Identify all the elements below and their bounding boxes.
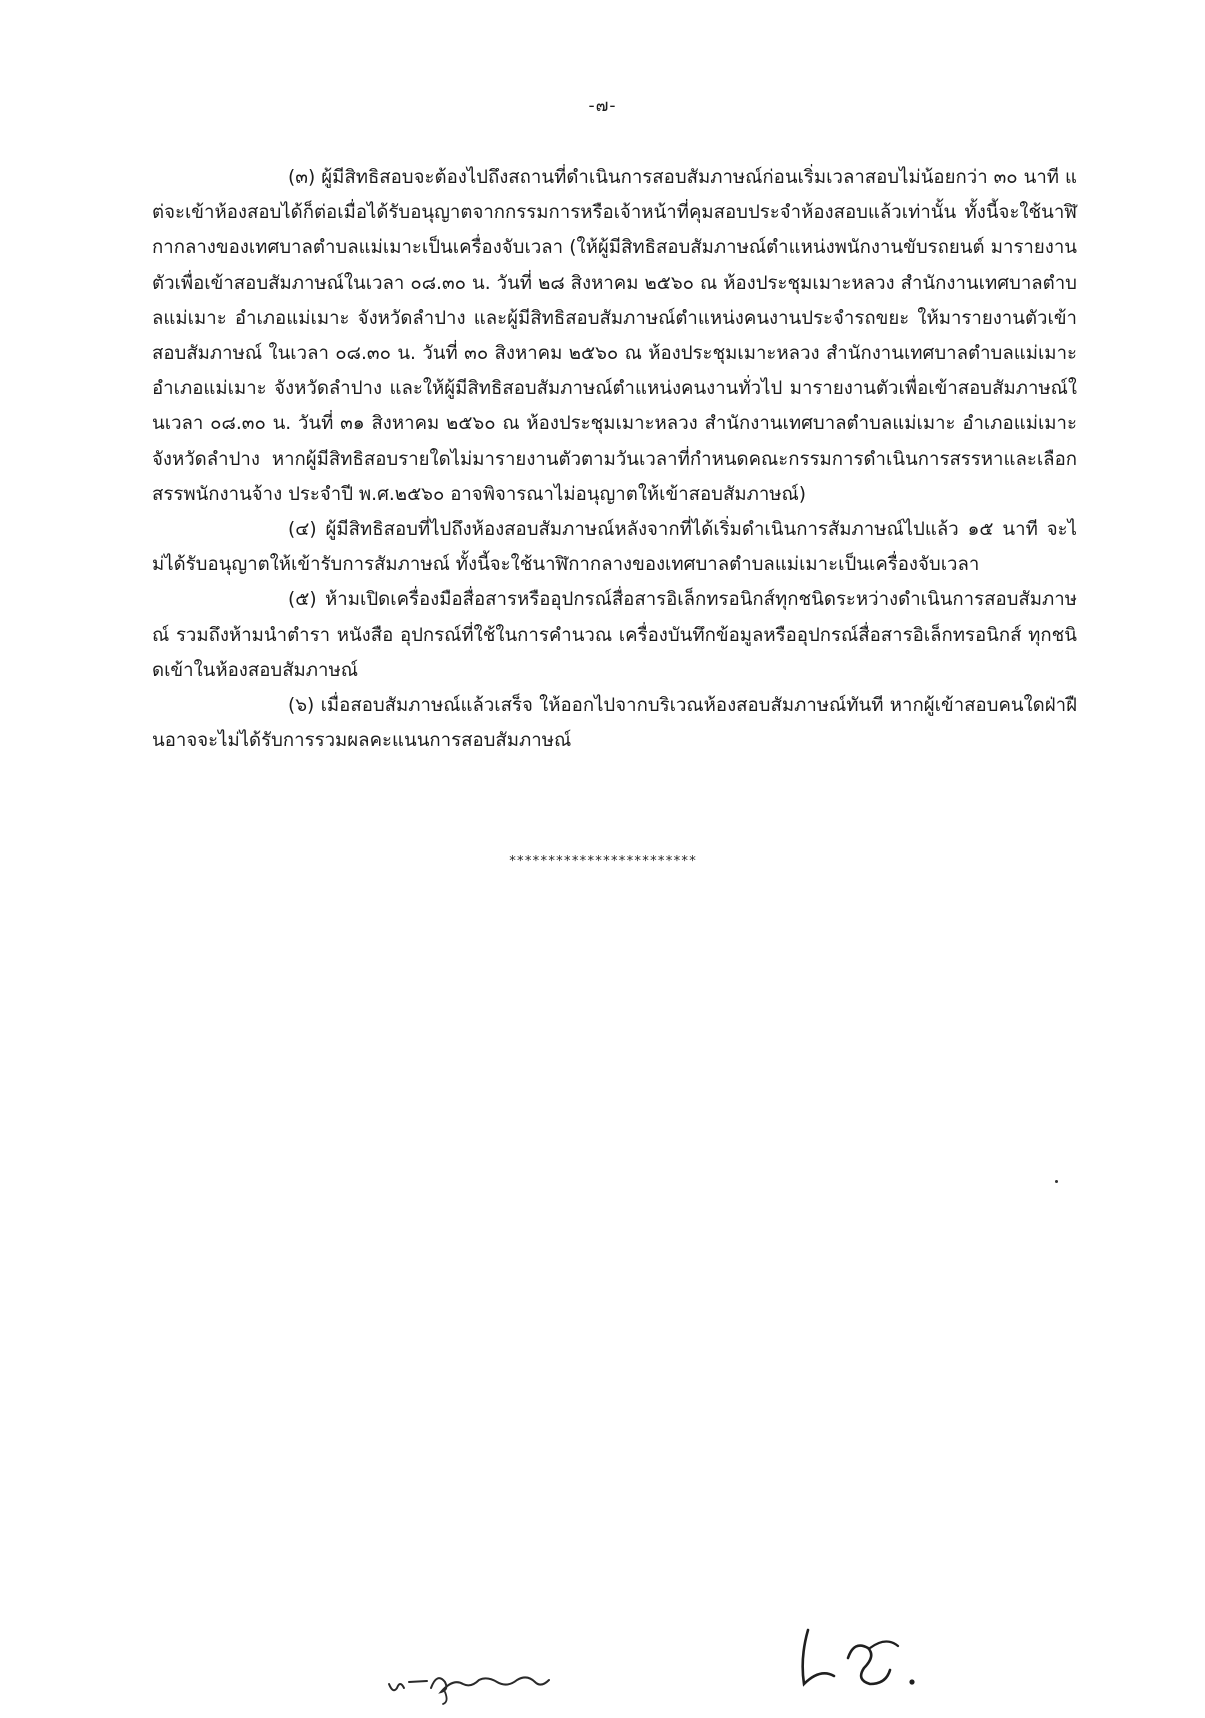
paragraph-item-5: (๕) ห้ามเปิดเครื่องมือสื่อสารหรืออุปกรณ์สื่อสารอิเล็กทรอนิกส์ทุกชนิดระหว่างดำเนินการสอบสัมภาษณ์ รวมถึงห้ามนำตำรา หนังสือ อุปกรณ์ที่ใช้ในการคำนวณ เครื่องบันทึกข้อมูลหรืออุปกรณ์สื่อสารอิเล็กทรอนิกส์ ทุกชนิดเข้าในห้องสอบสัมภาษณ์ <box>152 589 1077 681</box>
stray-dot-mark <box>1055 1180 1058 1183</box>
end-of-text-marker: ************************ <box>508 854 697 869</box>
handwritten-signature <box>790 1618 950 1698</box>
page-number: -๗- <box>588 96 617 116</box>
paragraph-item-3: (๓) ผู้มีสิทธิสอบจะต้องไปถึงสถานที่ดำเนินการสอบสัมภาษณ์ก่อนเริ่มเวลาสอบไม่น้อยกว่า ๓๐ นาที แต่จะเข้าห้องสอบได้ก็ต่อเมื่อได้รับอนุญาตจากกรรมการหรือเจ้าหน้าที่คุมสอบประจำห้องสอบแล้วเท่านั้น ทั้งนี้จะใช้นาฬิกากลางของเทศบาลตำบลแม่เมาะเป็นเครื่องจับเวลา (ให้ผู้มีสิทธิสอบสัมภาษณ์ตำแหน่งพนักงานขับรถยนต์ มารายงานตัวเพื่อเข้าสอบสัมภาษณ์ในเวลา ๐๘.๓๐ น. วันที่ ๒๘ สิงหาคม ๒๕๖๐ ณ ห้องประชุมเมาะหลวง สำนักงานเทศบาลตำบลแม่เมาะ อำเภอแม่เมาะ จังหวัดลำปาง และผู้มีสิทธิสอบสัมภาษณ์ตำแหน่งคนงานประจำรถขยะ ให้มารายงานตัวเข้าสอบสัมภาษณ์ ในเวลา ๐๘.๓๐ น. วันที่ ๓๐ สิงหาคม ๒๕๖๐ ณ ห้องประชุมเมาะหลวง สำนักงานเทศบาลตำบลแม่เมาะ อำเภอแม่เมาะ จังหวัดลำปาง และให้ผู้มีสิทธิสอบสัมภาษณ์ตำแหน่งคนงานทั่วไป มารายงานตัวเพื่อเข้าสอบสัมภาษณ์ในเวลา ๐๘.๓๐ น. วันที่ ๓๑ สิงหาคม ๒๕๖๐ ณ ห้องประชุมเมาะหลวง สำนักงานเทศบาลตำบลแม่เมาะ อำเภอแม่เมาะ จังหวัดลำปาง หากผู้มีสิทธิสอบรายใดไม่มารายงานตัวตามวันเวลาที่กำหนดคณะกรรมการดำเนินการสรรหาและเลือกสรรพนักงานจ้าง ประจำปี พ.ศ.๒๕๖๐ อาจพิจารณาไม่อนุญาตให้เข้าสอบสัมภาษณ์) <box>152 167 1077 505</box>
paragraph-item-6: (๖) เมื่อสอบสัมภาษณ์แล้วเสร็จ ให้ออกไปจากบริเวณห้องสอบสัมภาษณ์ทันที หากผู้เข้าสอบคนใดฝ่าฝืนอาจจะไม่ได้รับการรวมผลคะแนนการสอบสัมภาษณ์ <box>152 695 1077 752</box>
handwritten-initials <box>385 1658 585 1708</box>
paragraph-item-4: (๔) ผู้มีสิทธิสอบที่ไปถึงห้องสอบสัมภาษณ์หลังจากที่ได้เริ่มดำเนินการสัมภาษณ์ไปแล้ว ๑๕ นาที จะไม่ได้รับอนุญาตให้เข้ารับการสัมภาษณ์ ทั้งนี้จะใช้นาฬิกากลางของเทศบาลตำบลแม่เมาะเป็นเครื่องจับเวลา <box>152 519 1077 576</box>
document-body <box>152 160 1077 758</box>
